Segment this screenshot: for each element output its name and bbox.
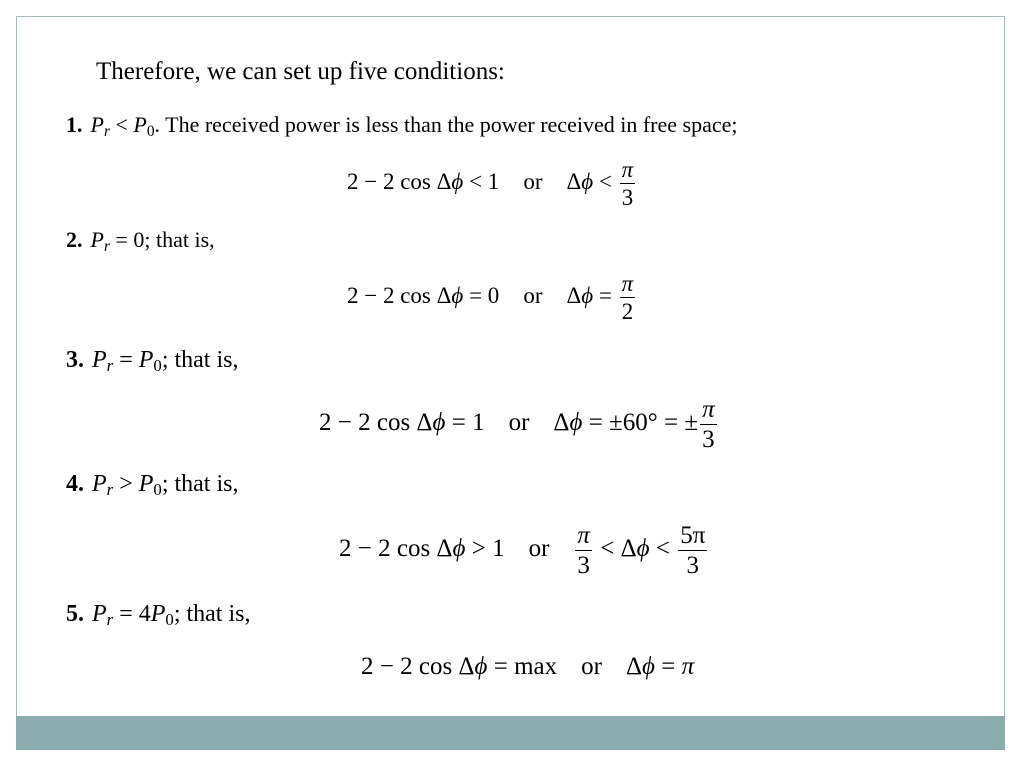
condition-5-equation: 2 − 2 cos Δϕ = max or Δϕ = π (361, 653, 695, 680)
fraction: $\frac{\pi}{2}$ (621, 271, 634, 324)
fraction: $\frac{\pi}{3}$ (702, 396, 715, 453)
condition-4-heading: 4. $P_r > P_0$; that is, (66, 471, 239, 500)
condition-1-heading: 1. $P_r < P_0$. The received power is less than the power received in free space; (66, 112, 738, 140)
condition-1-equation: 2 − 2 cos Δϕ < 1 or Δϕ < $\frac{\pi}{3}$ (347, 157, 634, 210)
condition-text: ; that is, (161, 471, 239, 497)
condition-5-heading: 5. $P_r = 4P_0$; that is, (66, 601, 251, 630)
condition-text: . The received power is less than the power received in free space; (154, 112, 738, 137)
condition-text: ; that is, (173, 601, 251, 627)
condition-text: ; that is, (144, 227, 215, 252)
condition-number: 5. (66, 601, 84, 627)
condition-2-heading: 2. $P_r = 0$; that is, (66, 227, 215, 255)
intro-text: Therefore, we can set up five conditions: (96, 58, 505, 85)
condition-3-equation: 2 − 2 cos Δϕ = 1 or Δϕ = ±60° = ± $\frac{\pi}{3}$ (319, 396, 715, 453)
condition-number: 2. (66, 227, 83, 252)
condition-number: 1. (66, 112, 83, 137)
condition-number: 4. (66, 471, 84, 497)
condition-3-heading: 3. $P_r = P_0$; that is, (66, 347, 239, 376)
condition-text: ; that is, (161, 347, 239, 373)
fraction: $\frac{\pi}{3}$ (621, 157, 634, 210)
condition-4-equation: 2 − 2 cos Δϕ > 1 or $\frac{\pi}{3}$ < Δϕ < $\frac{5\pi}{3}$ (339, 522, 706, 579)
condition-number: 3. (66, 347, 84, 373)
fraction: $\frac{\pi}{3}$ (577, 522, 590, 579)
fraction: $\frac{5\pi}{3}$ (680, 522, 706, 579)
condition-2-equation: 2 − 2 cos Δϕ = 0 or Δϕ = $\frac{\pi}{2}$ (347, 271, 634, 324)
footer-bar (16, 716, 1005, 750)
